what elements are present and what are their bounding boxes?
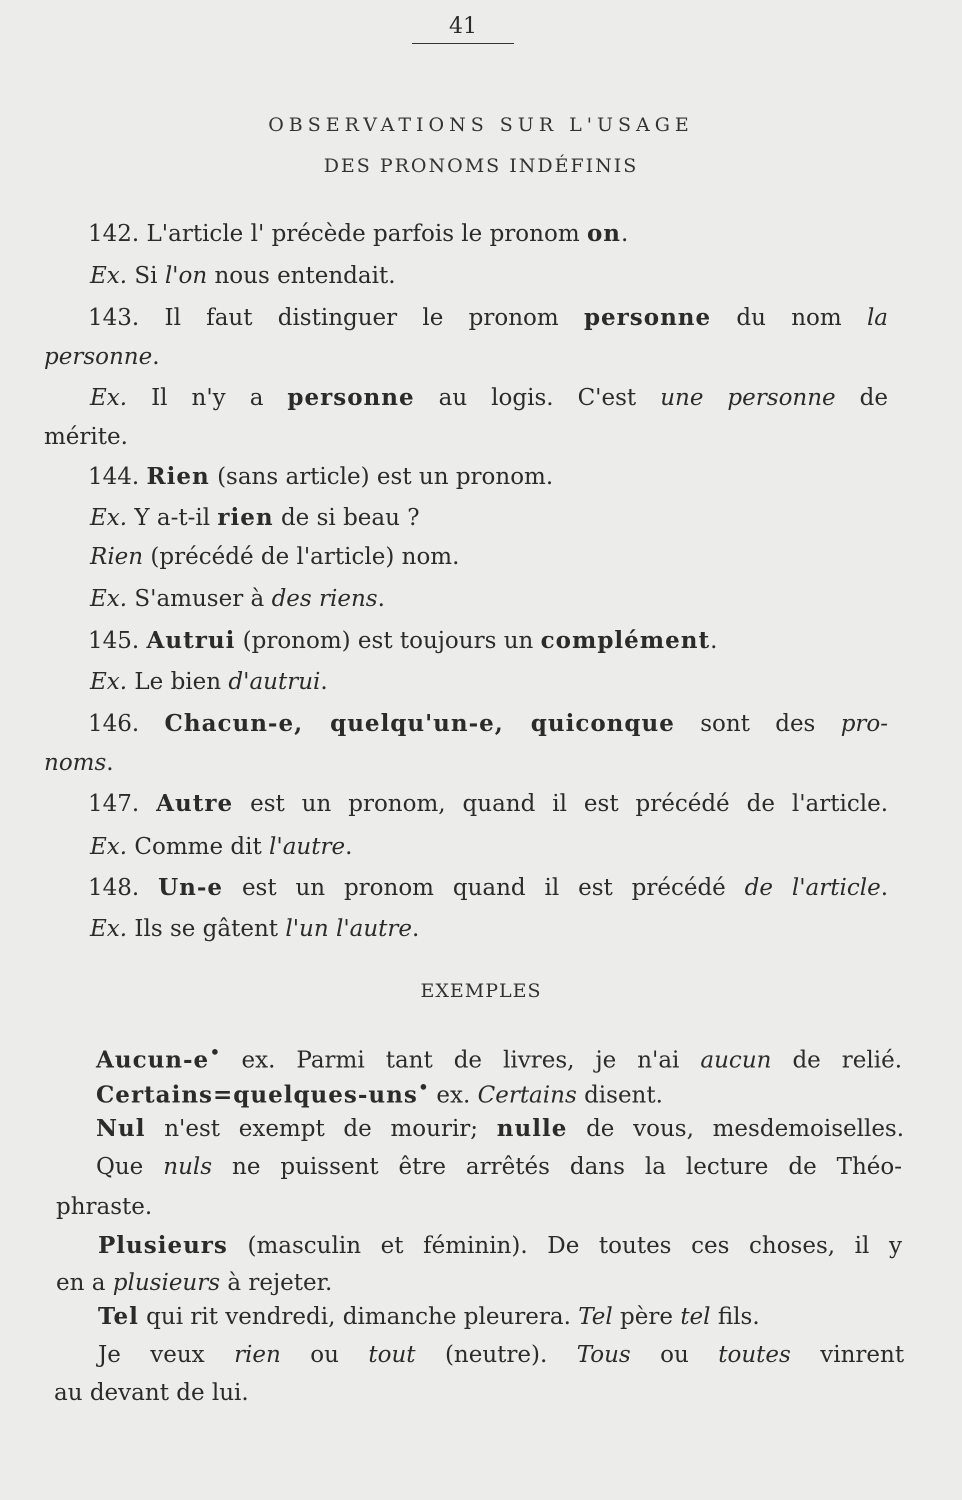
example-nul: Nul n'est exempt de mourir; nulle de vous, mesdemoiselles. bbox=[96, 1115, 905, 1142]
example-tel: Tel qui rit vendredi, dimanche pleurera. Tel père tel fils. bbox=[98, 1303, 760, 1330]
rule-144-example: Ex. Y a-t-il rien de si beau ? bbox=[90, 504, 420, 531]
rule-148: 148. Un-e est un pronom quand il est précédé de l'article. bbox=[88, 874, 889, 901]
example-plusieurs-continued: en a plusieurs à rejeter. bbox=[56, 1270, 333, 1296]
rule-143-example-continued: mérite. bbox=[44, 424, 128, 450]
example-tout: Je veux rien ou tout (neutre). Tous ou toutes vinrent bbox=[98, 1342, 905, 1368]
rule-142: 142. L'article l' précède parfois le pronom on. bbox=[88, 220, 629, 247]
rule-147: 147. Autre est un pronom, quand il est précédé de l'article. bbox=[88, 790, 889, 817]
rule-144-example-2: Ex. S'amuser à des riens. bbox=[90, 586, 385, 612]
example-aucun: Aucun-e• ex. Parmi tant de livres, je n'ai aucun de relié. bbox=[96, 1041, 903, 1074]
rule-145: 145. Autrui (pronom) est toujours un complément. bbox=[88, 627, 718, 654]
rule-145-example: Ex. Le bien d'autrui. bbox=[90, 669, 328, 695]
example-nuls-continued: phraste. bbox=[56, 1194, 153, 1220]
example-nuls: Que nuls ne puissent être arrêtés dans la lecture de Théo- bbox=[96, 1154, 903, 1180]
rule-144: 144. Rien (sans article) est un pronom. bbox=[88, 463, 554, 490]
rule-146: 146. Chacun-e, quelqu'un-e, quiconque sont des pro- bbox=[88, 710, 889, 737]
example-tout-continued: au devant de lui. bbox=[54, 1380, 249, 1406]
rule-142-example: Ex. Si l'on nous entendait. bbox=[90, 263, 396, 289]
example-plusieurs: Plusieurs (masculin et féminin). De toutes ces choses, il y bbox=[98, 1232, 903, 1259]
rule-148-example: Ex. Ils se gâtent l'un l'autre. bbox=[90, 916, 420, 942]
section-heading-line2: DES PRONOMS INDÉFINIS bbox=[323, 155, 639, 177]
rule-143: 143. Il faut distinguer le pronom personne du nom la bbox=[88, 304, 889, 331]
rule-146-continued: noms. bbox=[44, 750, 114, 776]
rule-147-example: Ex. Comme dit l'autre. bbox=[90, 834, 353, 860]
page-number: 41 bbox=[412, 14, 514, 44]
exemples-heading: EXEMPLES bbox=[420, 980, 542, 1002]
example-certains: Certains=quelques-uns• ex. Certains disent. bbox=[96, 1076, 663, 1109]
rule-143-continued: personne. bbox=[44, 344, 160, 370]
rule-143-example: Ex. Il n'y a personne au logis. C'est une personne de bbox=[90, 384, 889, 411]
section-heading-line1: OBSERVATIONS SUR L'USAGE bbox=[268, 114, 694, 136]
rule-144-noun: Rien (précédé de l'article) nom. bbox=[90, 544, 460, 570]
